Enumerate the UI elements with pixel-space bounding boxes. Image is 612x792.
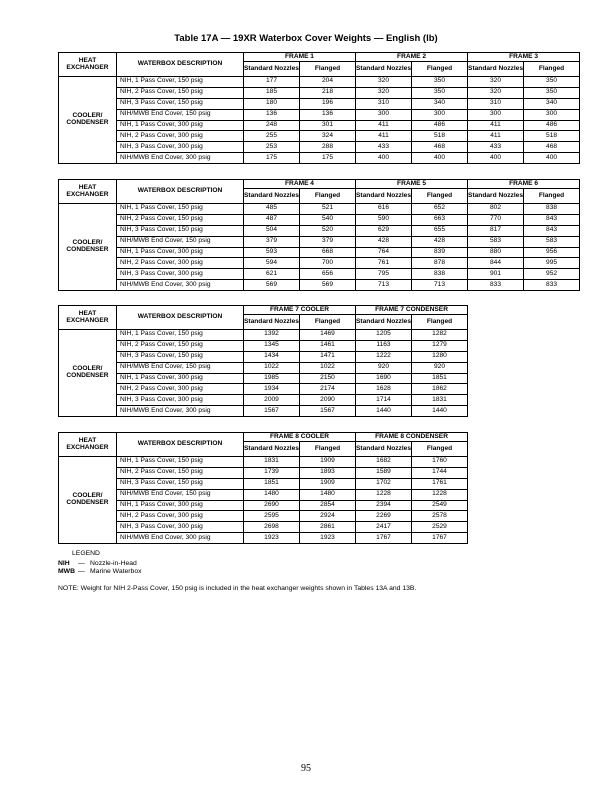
weight-cell: 175: [300, 153, 356, 164]
weight-cell: 1228: [412, 489, 468, 500]
header-row: [59, 180, 580, 189]
standard-nozzles-header: Standard Nozzles: [356, 315, 412, 330]
table-row: [59, 153, 580, 164]
weight-cell: 2417: [356, 522, 412, 533]
table-row: [59, 87, 580, 98]
weight-cell: 340: [524, 98, 580, 109]
legend-heading: LEGEND: [72, 550, 100, 557]
frame-header: FRAME 7 COOLER: [244, 306, 356, 315]
weight-cell: 2009: [244, 395, 300, 406]
table-row: [59, 330, 468, 341]
weight-cell: 196: [300, 98, 356, 109]
weight-cell: 764: [356, 247, 412, 258]
flanged-header: Flanged: [412, 315, 468, 330]
standard-nozzles-header: Standard Nozzles: [244, 442, 300, 457]
weight-cell: 1985: [244, 373, 300, 384]
weight-cell: 583: [468, 236, 524, 247]
heat-exchanger-header: HEAT EXCHANGER: [59, 306, 117, 330]
header-row: [59, 433, 468, 442]
flanged-header: Flanged: [300, 62, 356, 77]
legend-item: [58, 560, 142, 568]
weight-cell: 616: [356, 204, 412, 215]
weight-cell: 1282: [412, 330, 468, 341]
weight-cell: 468: [524, 142, 580, 153]
table-row: [59, 467, 468, 478]
weight-cell: 2854: [300, 500, 356, 511]
weight-cell: 920: [356, 362, 412, 373]
waterbox-description-header: WATERBOX DESCRIPTION: [117, 433, 244, 457]
flanged-header: Flanged: [524, 189, 580, 204]
page-title: Table 17A — 19XR Waterbox Cover Weights — English (lb): [174, 33, 438, 44]
weight-cell: 310: [468, 98, 524, 109]
weight-cell: 1923: [244, 533, 300, 544]
weight-cell: 1022: [244, 362, 300, 373]
weight-cell: 583: [524, 236, 580, 247]
weight-cell: 2578: [412, 511, 468, 522]
waterbox-weight-table: [58, 305, 468, 417]
waterbox-description-cell: NIH, 3 Pass Cover, 300 psig: [117, 142, 244, 153]
weight-cell: 594: [244, 258, 300, 269]
table-row: [59, 500, 468, 511]
weight-cell: 833: [524, 280, 580, 291]
table-row: [59, 214, 580, 225]
weight-cell: 300: [468, 109, 524, 120]
weight-cell: 1682: [356, 457, 412, 468]
waterbox-description-cell: NIH/MWB End Cover, 150 psig: [117, 362, 244, 373]
flanged-header: Flanged: [412, 189, 468, 204]
table-row: [59, 120, 580, 131]
weight-cell: 1434: [244, 351, 300, 362]
waterbox-description-header: WATERBOX DESCRIPTION: [117, 306, 244, 330]
waterbox-description-cell: NIH, 3 Pass Cover, 300 psig: [117, 522, 244, 533]
weight-cell: 593: [244, 247, 300, 258]
weight-cell: 1831: [244, 457, 300, 468]
weight-cell: 400: [524, 153, 580, 164]
weight-cell: 468: [412, 142, 468, 153]
flanged-header: Flanged: [300, 315, 356, 330]
weight-cell: 2690: [244, 500, 300, 511]
weight-cell: 1392: [244, 330, 300, 341]
weight-cell: 288: [300, 142, 356, 153]
table-row: [59, 204, 580, 215]
weight-cell: 2549: [412, 500, 468, 511]
weight-cell: 795: [356, 269, 412, 280]
weight-cell: 621: [244, 269, 300, 280]
table-row: [59, 457, 468, 468]
weight-cell: 878: [412, 258, 468, 269]
weight-cell: 320: [356, 77, 412, 88]
table-row: [59, 522, 468, 533]
weight-cell: 1279: [412, 340, 468, 351]
legend-dash: —: [78, 560, 85, 567]
weight-cell: 652: [412, 204, 468, 215]
weight-cell: 1440: [356, 406, 412, 417]
weight-cell: 838: [524, 204, 580, 215]
waterbox-description-cell: NIH, 1 Pass Cover, 300 psig: [117, 120, 244, 131]
flanged-header: Flanged: [300, 189, 356, 204]
table-row: [59, 258, 580, 269]
weight-cell: 569: [300, 280, 356, 291]
weight-cell: 1440: [412, 406, 468, 417]
weight-cell: 901: [468, 269, 524, 280]
frame-header: FRAME 8 CONDENSER: [356, 433, 468, 442]
legend-meaning: Nozzle-in-Head: [90, 560, 137, 567]
weight-cell: 663: [412, 214, 468, 225]
heat-exchanger-cell: COOLER/ CONDENSER: [59, 330, 117, 417]
weight-cell: 1909: [300, 478, 356, 489]
weight-cell: 504: [244, 225, 300, 236]
weight-cell: 1767: [412, 533, 468, 544]
waterbox-description-cell: NIH, 1 Pass Cover, 150 psig: [117, 204, 244, 215]
waterbox-description-cell: NIH, 2 Pass Cover, 300 psig: [117, 131, 244, 142]
table-row: [59, 373, 468, 384]
weight-cell: 1205: [356, 330, 412, 341]
standard-nozzles-header: Standard Nozzles: [356, 62, 412, 77]
weight-cell: 1714: [356, 395, 412, 406]
weight-cell: 1589: [356, 467, 412, 478]
frame-header: FRAME 7 CONDENSER: [356, 306, 468, 315]
frame-header: FRAME 5: [356, 180, 468, 189]
weight-cell: 1628: [356, 384, 412, 395]
waterbox-description-cell: NIH, 2 Pass Cover, 150 psig: [117, 87, 244, 98]
waterbox-description-header: WATERBOX DESCRIPTION: [117, 180, 244, 204]
weight-cell: 1760: [412, 457, 468, 468]
weight-cell: 2090: [300, 395, 356, 406]
weight-cell: 2529: [412, 522, 468, 533]
weight-cell: 1761: [412, 478, 468, 489]
weight-cell: 340: [412, 98, 468, 109]
table-row: [59, 340, 468, 351]
waterbox-description-cell: NIH, 1 Pass Cover, 300 psig: [117, 500, 244, 511]
weight-cell: 400: [468, 153, 524, 164]
weight-cell: 656: [300, 269, 356, 280]
weight-cell: 817: [468, 225, 524, 236]
waterbox-description-cell: NIH, 3 Pass Cover, 300 psig: [117, 395, 244, 406]
weight-cell: 1851: [412, 373, 468, 384]
weight-cell: 400: [412, 153, 468, 164]
weight-cell: 204: [300, 77, 356, 88]
weight-cell: 956: [524, 247, 580, 258]
footnote: NOTE: Weight for NIH 2-Pass Cover, 150 psig is included in the heat exchanger weights shown in Tables 13A and 13B.: [58, 585, 417, 592]
weight-cell: 1862: [412, 384, 468, 395]
weight-cell: 995: [524, 258, 580, 269]
weight-cell: 520: [300, 225, 356, 236]
table-row: [59, 384, 468, 395]
weight-cell: 433: [356, 142, 412, 153]
page-number: 95: [301, 763, 311, 774]
flanged-header: Flanged: [412, 62, 468, 77]
legend-dash: —: [78, 568, 85, 576]
waterbox-description-cell: NIH/MWB End Cover, 150 psig: [117, 236, 244, 247]
waterbox-description-cell: NIH, 3 Pass Cover, 150 psig: [117, 225, 244, 236]
header-row: [59, 306, 468, 315]
weight-cell: 518: [412, 131, 468, 142]
weight-cell: 1851: [244, 478, 300, 489]
weight-cell: 486: [412, 120, 468, 131]
legend-abbr: NIH: [58, 560, 70, 567]
table-row: [59, 395, 468, 406]
weight-cell: 300: [412, 109, 468, 120]
weight-cell: 1893: [300, 467, 356, 478]
waterbox-weight-table: [58, 432, 468, 544]
weight-cell: 248: [244, 120, 300, 131]
weight-cell: 1567: [300, 406, 356, 417]
weight-cell: 400: [356, 153, 412, 164]
waterbox-description-cell: NIH, 3 Pass Cover, 150 psig: [117, 478, 244, 489]
weight-cell: 2698: [244, 522, 300, 533]
table-row: [59, 109, 580, 120]
weight-cell: 540: [300, 214, 356, 225]
waterbox-description-cell: NIH/MWB End Cover, 300 psig: [117, 533, 244, 544]
weight-cell: 1480: [300, 489, 356, 500]
standard-nozzles-header: Standard Nozzles: [468, 189, 524, 204]
weight-cell: 629: [356, 225, 412, 236]
standard-nozzles-header: Standard Nozzles: [356, 442, 412, 457]
frame-header: FRAME 4: [244, 180, 356, 189]
standard-nozzles-header: Standard Nozzles: [356, 189, 412, 204]
weight-cell: 843: [524, 225, 580, 236]
legend-abbr: MWB: [58, 568, 75, 576]
waterbox-description-cell: NIH, 1 Pass Cover, 150 psig: [117, 77, 244, 88]
weight-cell: 1831: [412, 395, 468, 406]
weight-cell: 324: [300, 131, 356, 142]
table-row: [59, 131, 580, 142]
weight-cell: 2394: [356, 500, 412, 511]
standard-nozzles-header: Standard Nozzles: [244, 62, 300, 77]
weight-cell: 1228: [356, 489, 412, 500]
weight-cell: 411: [468, 131, 524, 142]
table-row: [59, 247, 580, 258]
weight-cell: 700: [300, 258, 356, 269]
weight-cell: 320: [468, 77, 524, 88]
table-row: [59, 77, 580, 88]
legend-meaning: Marine Waterbox: [90, 568, 142, 576]
weight-cell: 844: [468, 258, 524, 269]
legend: [58, 550, 142, 576]
weight-cell: 761: [356, 258, 412, 269]
waterbox-description-cell: NIH/MWB End Cover, 300 psig: [117, 153, 244, 164]
weight-cell: 411: [356, 120, 412, 131]
weight-cell: 1567: [244, 406, 300, 417]
weight-cell: 1163: [356, 340, 412, 351]
waterbox-description-header: WATERBOX DESCRIPTION: [117, 53, 244, 77]
flanged-header: Flanged: [412, 442, 468, 457]
weight-cell: 320: [468, 87, 524, 98]
weight-cell: 177: [244, 77, 300, 88]
weight-cell: 379: [244, 236, 300, 247]
waterbox-description-cell: NIH, 2 Pass Cover, 150 psig: [117, 467, 244, 478]
weight-cell: 486: [524, 120, 580, 131]
weight-cell: 411: [356, 131, 412, 142]
table-row: [59, 225, 580, 236]
weight-cell: 1222: [356, 351, 412, 362]
weight-cell: 1345: [244, 340, 300, 351]
weight-cell: 350: [412, 87, 468, 98]
heat-exchanger-header: HEAT EXCHANGER: [59, 433, 117, 457]
weight-cell: 411: [468, 120, 524, 131]
weight-cell: 320: [356, 87, 412, 98]
standard-nozzles-header: Standard Nozzles: [244, 315, 300, 330]
weight-cell: 379: [300, 236, 356, 247]
frame-header: FRAME 1: [244, 53, 356, 62]
weight-cell: 350: [412, 77, 468, 88]
weight-cell: 2861: [300, 522, 356, 533]
weight-cell: 1702: [356, 478, 412, 489]
weight-cell: 180: [244, 98, 300, 109]
heat-exchanger-header: HEAT EXCHANGER: [59, 180, 117, 204]
weight-cell: 1471: [300, 351, 356, 362]
weight-cell: 428: [356, 236, 412, 247]
weight-cell: 838: [412, 269, 468, 280]
weight-cell: 485: [244, 204, 300, 215]
waterbox-description-cell: NIH, 1 Pass Cover, 300 psig: [117, 247, 244, 258]
waterbox-description-cell: NIH, 1 Pass Cover, 150 psig: [117, 457, 244, 468]
table-row: [59, 351, 468, 362]
waterbox-description-cell: NIH, 1 Pass Cover, 300 psig: [117, 373, 244, 384]
weight-cell: 255: [244, 131, 300, 142]
weight-cell: 655: [412, 225, 468, 236]
legend-item: [58, 568, 142, 576]
heat-exchanger-header: HEAT EXCHANGER: [59, 53, 117, 77]
weight-cell: 1461: [300, 340, 356, 351]
weight-cell: 300: [356, 109, 412, 120]
weight-cell: 428: [412, 236, 468, 247]
table-row: [59, 236, 580, 247]
heat-exchanger-cell: COOLER/ CONDENSER: [59, 457, 117, 544]
weight-cell: 713: [356, 280, 412, 291]
weight-cell: 175: [244, 153, 300, 164]
weight-cell: 1909: [300, 457, 356, 468]
waterbox-description-cell: NIH, 2 Pass Cover, 300 psig: [117, 384, 244, 395]
weight-cell: 1744: [412, 467, 468, 478]
weight-cell: 136: [244, 109, 300, 120]
weight-cell: 300: [524, 109, 580, 120]
table-row: [59, 269, 580, 280]
table-row: [59, 280, 580, 291]
weight-cell: 136: [300, 109, 356, 120]
table-row: [59, 478, 468, 489]
table-row: [59, 142, 580, 153]
weight-cell: 1934: [244, 384, 300, 395]
weight-cell: 952: [524, 269, 580, 280]
waterbox-description-cell: NIH/MWB End Cover, 150 psig: [117, 109, 244, 120]
standard-nozzles-header: Standard Nozzles: [244, 189, 300, 204]
weight-cell: 310: [356, 98, 412, 109]
heat-exchanger-cell: COOLER/ CONDENSER: [59, 77, 117, 164]
weight-cell: 770: [468, 214, 524, 225]
weight-cell: 843: [524, 214, 580, 225]
standard-nozzles-header: Standard Nozzles: [468, 62, 524, 77]
table-row: [59, 533, 468, 544]
table-row: [59, 362, 468, 373]
header-row: [59, 53, 580, 62]
weight-cell: 350: [524, 87, 580, 98]
waterbox-description-cell: NIH, 2 Pass Cover, 150 psig: [117, 214, 244, 225]
weight-cell: 350: [524, 77, 580, 88]
waterbox-description-cell: NIH, 3 Pass Cover, 300 psig: [117, 269, 244, 280]
weight-cell: 2924: [300, 511, 356, 522]
frame-header: FRAME 6: [468, 180, 580, 189]
weight-cell: 839: [412, 247, 468, 258]
weight-cell: 253: [244, 142, 300, 153]
waterbox-description-cell: NIH, 2 Pass Cover, 150 psig: [117, 340, 244, 351]
waterbox-description-cell: NIH/MWB End Cover, 300 psig: [117, 406, 244, 417]
weight-cell: 433: [468, 142, 524, 153]
waterbox-description-cell: NIH, 2 Pass Cover, 300 psig: [117, 258, 244, 269]
frame-header: FRAME 3: [468, 53, 580, 62]
table-row: [59, 406, 468, 417]
weight-cell: 590: [356, 214, 412, 225]
waterbox-description-cell: NIH, 3 Pass Cover, 150 psig: [117, 351, 244, 362]
weight-cell: 880: [468, 247, 524, 258]
frame-header: FRAME 2: [356, 53, 468, 62]
heat-exchanger-cell: COOLER/ CONDENSER: [59, 204, 117, 291]
weight-cell: 2595: [244, 511, 300, 522]
weight-cell: 185: [244, 87, 300, 98]
weight-cell: 1280: [412, 351, 468, 362]
weight-cell: 521: [300, 204, 356, 215]
weight-cell: 569: [244, 280, 300, 291]
waterbox-description-cell: NIH, 1 Pass Cover, 150 psig: [117, 330, 244, 341]
table-row: [59, 511, 468, 522]
weight-cell: 218: [300, 87, 356, 98]
weight-cell: 1767: [356, 533, 412, 544]
weight-cell: 487: [244, 214, 300, 225]
weight-cell: 2269: [356, 511, 412, 522]
frame-header: FRAME 8 COOLER: [244, 433, 356, 442]
weight-cell: 713: [412, 280, 468, 291]
weight-cell: 2150: [300, 373, 356, 384]
weight-cell: 1480: [244, 489, 300, 500]
waterbox-weight-table: [58, 179, 580, 291]
waterbox-description-cell: NIH/MWB End Cover, 300 psig: [117, 280, 244, 291]
weight-cell: 518: [524, 131, 580, 142]
weight-cell: 668: [300, 247, 356, 258]
weight-cell: 802: [468, 204, 524, 215]
table-row: [59, 98, 580, 109]
weight-cell: 1690: [356, 373, 412, 384]
table-row: [59, 489, 468, 500]
flanged-header: Flanged: [300, 442, 356, 457]
waterbox-description-cell: NIH, 2 Pass Cover, 300 psig: [117, 511, 244, 522]
weight-cell: 1469: [300, 330, 356, 341]
waterbox-weight-table: [58, 52, 580, 164]
waterbox-description-cell: NIH/MWB End Cover, 150 psig: [117, 489, 244, 500]
weight-cell: 2174: [300, 384, 356, 395]
weight-cell: 1923: [300, 533, 356, 544]
flanged-header: Flanged: [524, 62, 580, 77]
weight-cell: 1022: [300, 362, 356, 373]
weight-cell: 1739: [244, 467, 300, 478]
waterbox-description-cell: NIH, 3 Pass Cover, 150 psig: [117, 98, 244, 109]
weight-cell: 301: [300, 120, 356, 131]
weight-cell: 833: [468, 280, 524, 291]
weight-cell: 920: [412, 362, 468, 373]
